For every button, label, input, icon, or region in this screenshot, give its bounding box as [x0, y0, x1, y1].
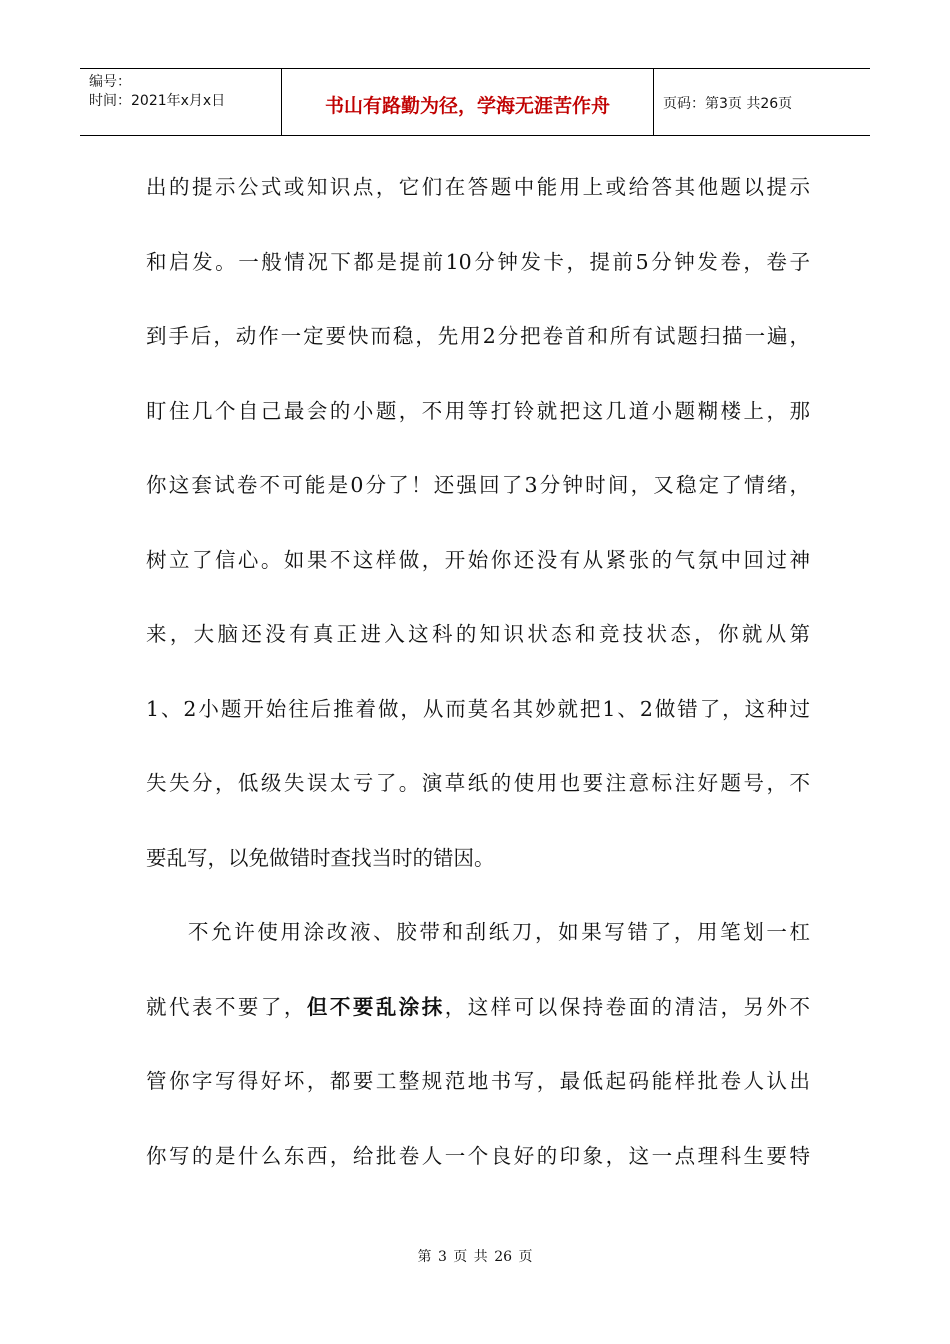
- body-line: 1、2小题开始往后推着做，从而莫名其妙就把1、2做错了，这种过: [146, 696, 810, 721]
- header-motto: 书山有路勤为径，学海无涯苦作舟: [282, 69, 654, 135]
- body-line: 盯住几个自己最会的小题，不用等打铃就把这几道小题糊楼上，那: [146, 398, 810, 423]
- body-line: 要乱写，以免做错时查找当时的错因。: [146, 845, 495, 870]
- page-footer: 第 3 页 共 26 页: [417, 1249, 533, 1265]
- body-line: 和启发。一般情况下都是提前10分钟发卡，提前5分钟发卷，卷子: [146, 249, 810, 274]
- document-number-label: 编号：: [89, 74, 131, 90]
- body-line: 管你字写得好坏，都要工整规范地书写，最低起码能样批卷人认出: [146, 1069, 810, 1093]
- body-line: 来，大脑还没有真正进入这科的知识状态和竞技状态，你就从第: [146, 622, 810, 646]
- body-line: 树立了信心。如果不这样做，开始你还没有从紧张的气氛中回过神: [146, 547, 810, 572]
- header-meta-cell: [80, 69, 282, 135]
- body-line-with-emphasis: [146, 970, 810, 1045]
- document-time-label: 时间：2021年x月x日: [89, 93, 226, 109]
- body-line: 不允许使用涂改液、胶带和刮纸刀，如果写错了，用笔划一杠: [188, 920, 810, 944]
- body-text: 就代表不要了，: [146, 994, 307, 1019]
- body-line: 出的提示公式或知识点，它们在答题中能用上或给答其他题以提示: [146, 175, 810, 199]
- body-line: 到手后，动作一定要快而稳，先用2分把卷首和所有试题扫描一遍，: [146, 324, 810, 348]
- body-line: 你这套试卷不可能是0分了！还强回了3分钟时间，又稳定了情绪，: [146, 473, 810, 497]
- emphasis-text: 但不要乱涂抹: [306, 994, 445, 1019]
- body-text: ，这样可以保持卷面的清洁，另外不: [444, 994, 811, 1019]
- header-table: [80, 68, 870, 136]
- header-page-info: 页码：第3页 共26页: [663, 96, 793, 112]
- body-line: 你写的是什么东西，给批卷人一个良好的印象，这一点理科生要特: [146, 1143, 810, 1168]
- body-line: 失失分，低级失误太亏了。演草纸的使用也要注意标注好题号，不: [146, 771, 810, 795]
- document-body: [146, 150, 810, 1193]
